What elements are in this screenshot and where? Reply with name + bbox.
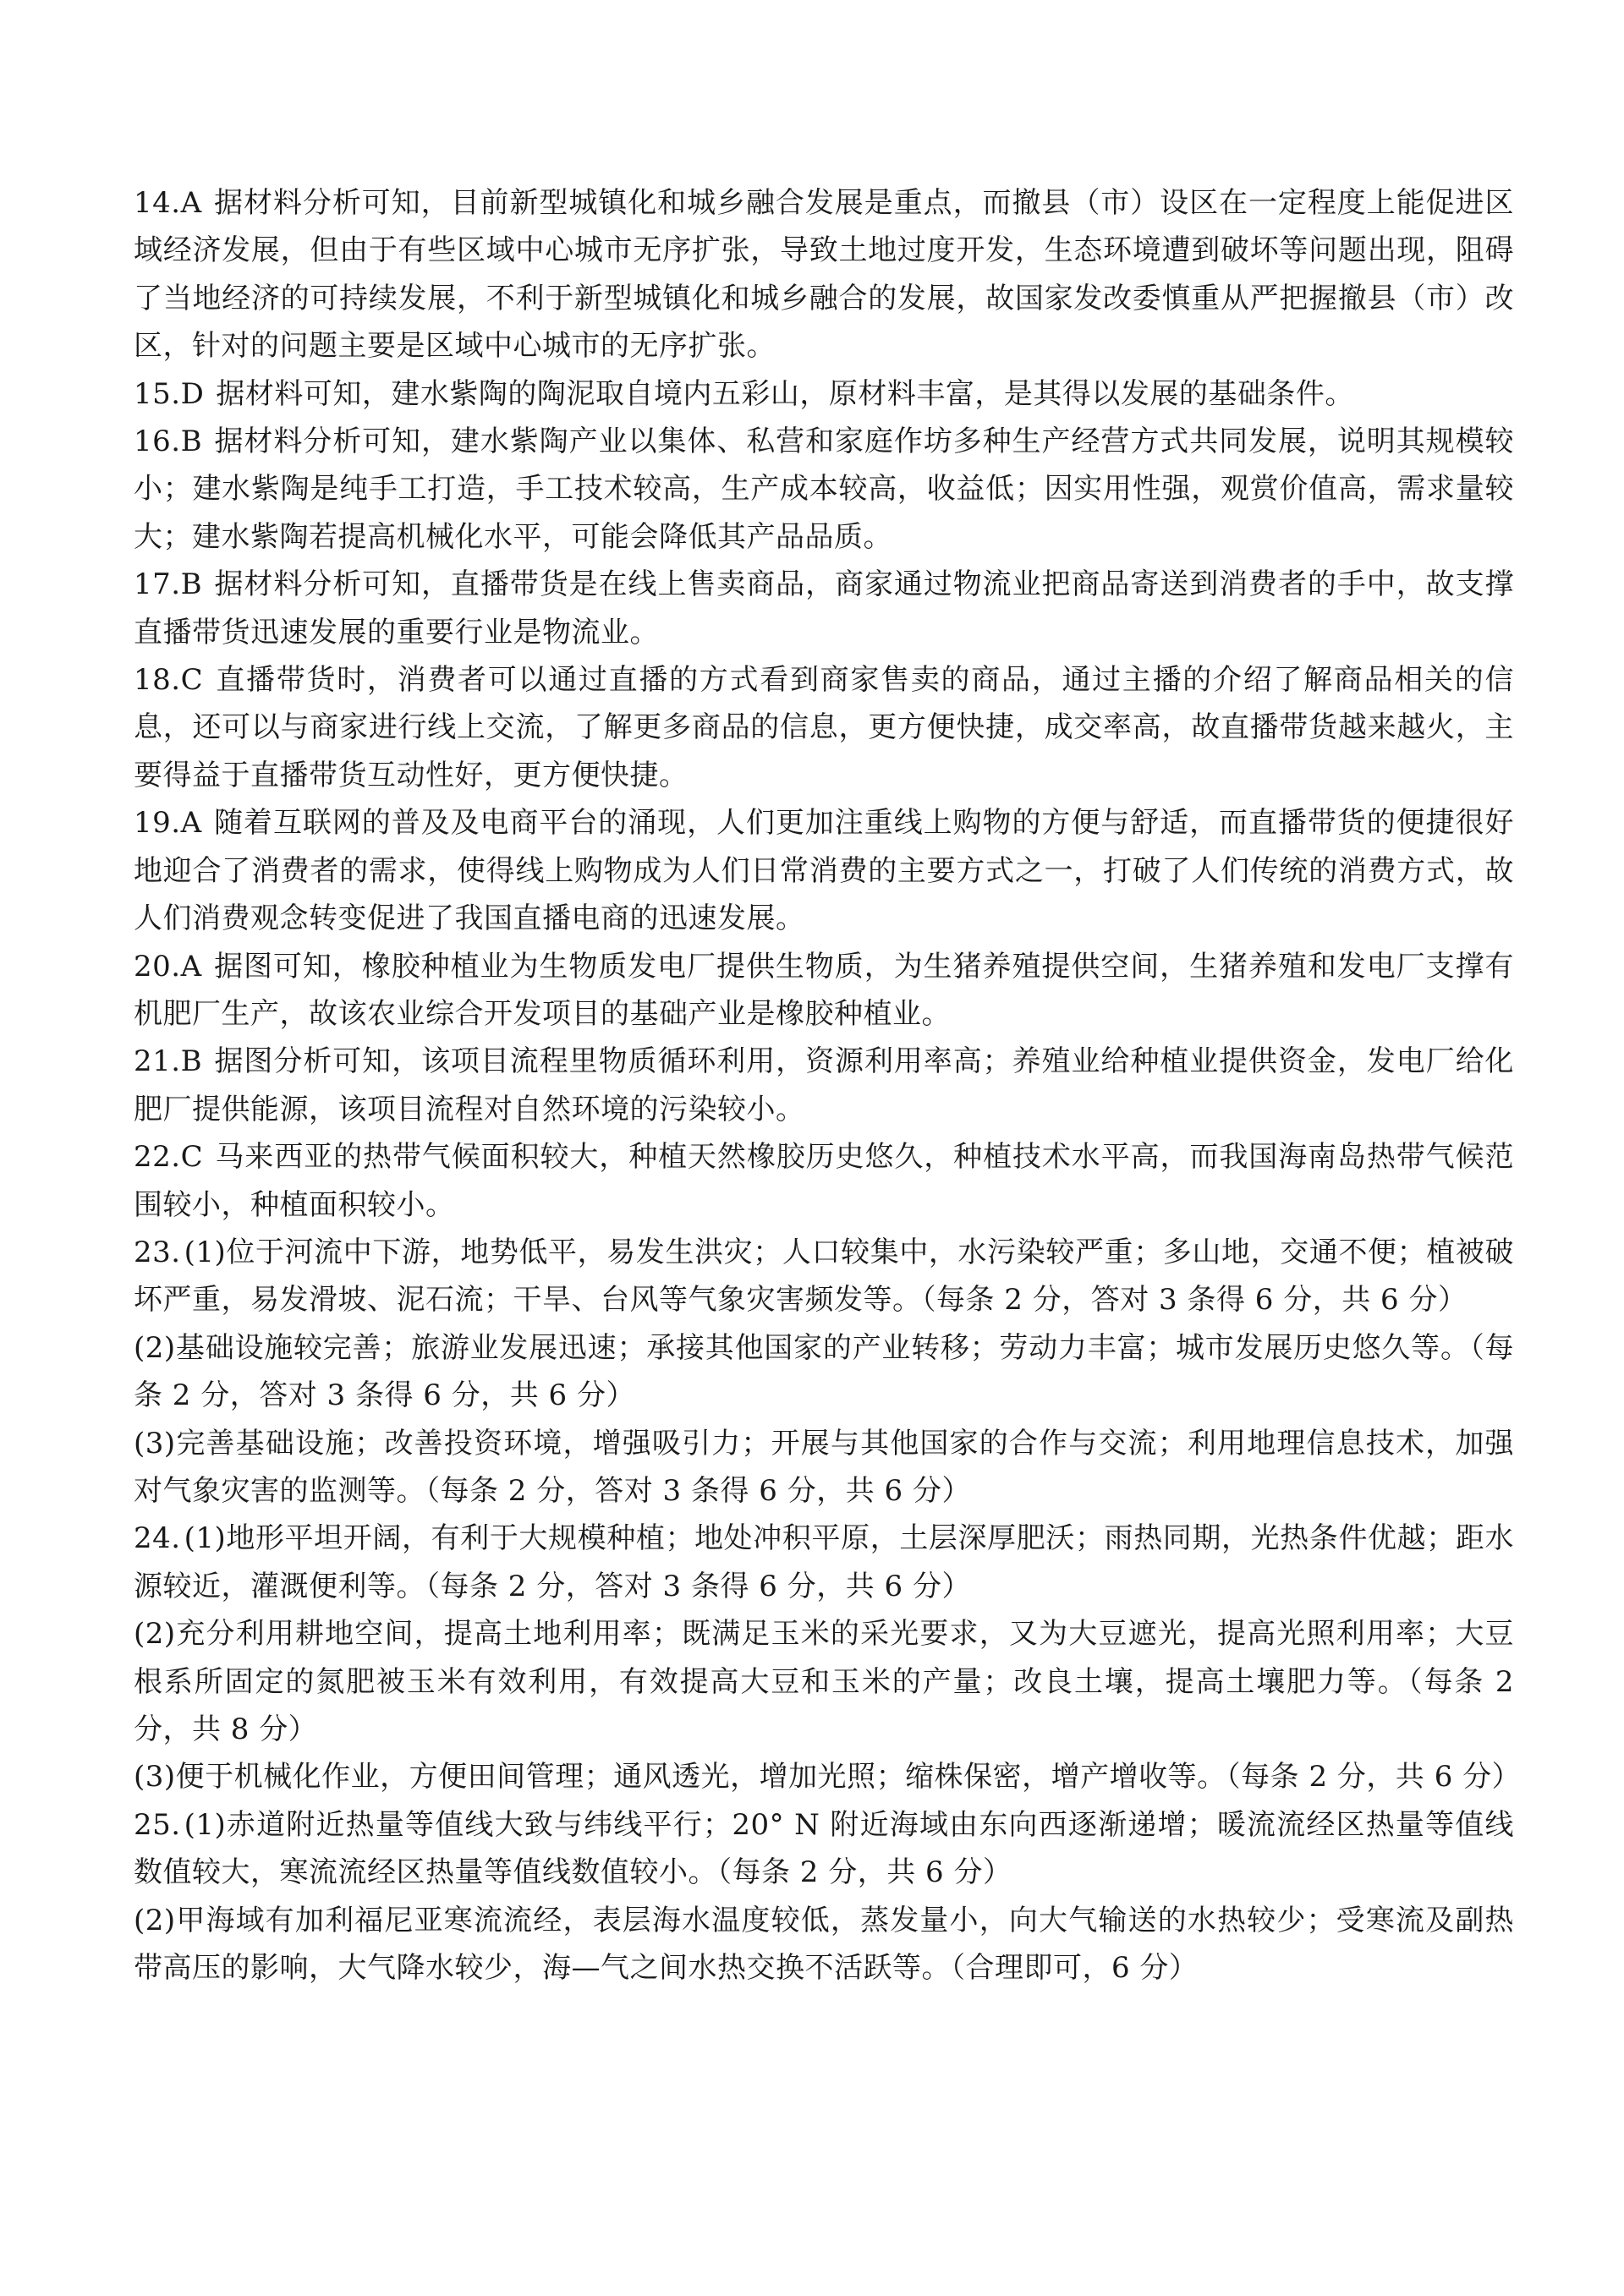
answer-number: 14.A: [134, 186, 202, 220]
answer-23-part-3: [134, 1420, 1514, 1515]
answer-18: [134, 656, 1514, 799]
answer-number: 18.C: [134, 663, 204, 698]
answer-24-part-2: [134, 1610, 1514, 1753]
answer-text: 据材料可知，建水紫陶的陶泥取自境内五彩山，原材料丰富，是其得以发展的基础条件。: [216, 376, 1354, 411]
answer-25-part-1: [134, 1801, 1514, 1897]
answer-text: 马来西亚的热带气候面积较大，种植天然橡胶历史悠久，种植技术水平高，而我国海南岛热带气候范围较小，种植面积较小。: [134, 1140, 1514, 1222]
answer-text-body: [134, 179, 1522, 1992]
answer-number: 23.: [134, 1235, 181, 1269]
answer-22: [134, 1133, 1514, 1229]
answer-19: [134, 799, 1514, 942]
answer-15: [134, 370, 1514, 418]
answer-text: 随着互联网的普及及电商平台的涌现，人们更加注重线上购物的方便与舒适，而直播带货的便捷很好地迎合了消费者的需求，使得线上购物成为人们日常消费的主要方式之一，打破了人们传统的消费方式，故人们消费观念转变促进了我国直播电商的迅速发展。: [134, 806, 1514, 936]
answer-25-part-2: [134, 1897, 1514, 1992]
answer-17: [134, 561, 1514, 656]
answer-number: 24.: [134, 1521, 181, 1556]
answer-16: [134, 418, 1514, 561]
answer-text: 据图分析可知，该项目流程里物质循环利用，资源利用率高；养殖业给种植业提供资金，发电厂给化肥厂提供能源，该项目流程对自然环境的污染较小。: [134, 1044, 1514, 1126]
answer-text: (1)位于河流中下游，地势低平，易发生洪灾；人口较集中，水污染较严重；多山地，交通不便；植被破坏严重，易发滑坡、泥石流；干旱、台风等气象灾害频发等。（每条 2 分，答对 3 条得 6 分，共 6 分）: [134, 1235, 1514, 1318]
answer-number: 17.B: [134, 567, 203, 602]
answer-number: 15.D: [134, 376, 205, 411]
answer-text: (2)基础设施较完善；旅游业发展迅速；承接其他国家的产业转移；劳动力丰富；城市发展历史悠久等。（每条 2 分，答对 3 条得 6 分，共 6 分）: [134, 1330, 1514, 1413]
answer-text: 据材料分析可知，建水紫陶产业以集体、私营和家庭作坊多种生产经营方式共同发展，说明其规模较小；建水紫陶是纯手工打造，手工技术较高，生产成本较高，收益低；因实用性强，观赏价值高，需求量较大；建水紫陶若提高机械化水平，可能会降低其产品品质。: [134, 425, 1514, 554]
answer-20: [134, 943, 1514, 1038]
answer-number: 20.A: [134, 949, 202, 984]
answer-number: 21.B: [134, 1044, 203, 1079]
answer-number: 25.: [134, 1807, 181, 1842]
answer-text: (1)赤道附近热量等值线大致与纬线平行；20° N 附近海域由东向西逐渐递增；暖流流经区热量等值线数值较大，寒流流经区热量等值线数值较小。（每条 2 分，共 6 分）: [134, 1807, 1514, 1890]
answer-23-part-1: [134, 1229, 1514, 1324]
answer-text: (3)完善基础设施；改善投资环境，增强吸引力；开展与其他国家的合作与交流；利用地理信息技术，加强对气象灾害的监测等。（每条 2 分，答对 3 条得 6 分，共 6 分）: [134, 1426, 1514, 1508]
answer-text: 据材料分析可知，直播带货是在线上售卖商品，商家通过物流业把商品寄送到消费者的手中，故支撑直播带货迅速发展的重要行业是物流业。: [134, 567, 1514, 649]
answer-14: [134, 179, 1514, 370]
answer-text: 据材料分析可知，目前新型城镇化和城乡融合发展是重点，而撤县（市）设区在一定程度上能促进区域经济发展，但由于有些区域中心城市无序扩张，导致土地过度开发，生态环境遭到破坏等问题出现，阻碍了当地经济的可持续发展，不利于新型城镇化和城乡融合的发展，故国家发改委慎重从严把握撤县（市）改区，针对的问题主要是区域中心城市的无序扩张。: [134, 186, 1514, 364]
answer-text: 据图可知，橡胶种植业为生物质发电厂提供生物质，为生猪养殖提供空间，生猪养殖和发电厂支撑有机肥厂生产，故该农业综合开发项目的基础产业是橡胶种植业。: [134, 949, 1514, 1031]
answer-21: [134, 1038, 1514, 1133]
answer-number: 16.B: [134, 425, 203, 459]
answer-text: (1)地形平坦开阔，有利于大规模种植；地处冲积平原，土层深厚肥沃；雨热同期，光热条件优越；距水源较近，灌溉便利等。（每条 2 分，答对 3 条得 6 分，共 6 分）: [134, 1521, 1514, 1603]
answer-24-part-1: [134, 1515, 1514, 1610]
answer-24-part-3: [134, 1753, 1522, 1800]
answer-text: (2)充分利用耕地空间，提高土地利用率；既满足玉米的采光要求，又为大豆遮光，提高光照利用率；大豆根系所固定的氮肥被玉米有效利用，有效提高大豆和玉米的产量；改良土壤，提高土壤肥力等。（每条 2 分，共 8 分）: [134, 1617, 1514, 1746]
answer-23-part-2: [134, 1324, 1514, 1420]
answer-text: 直播带货时，消费者可以通过直播的方式看到商家售卖的商品，通过主播的介绍了解商品相关的信息，还可以与商家进行线上交流，了解更多商品的信息，更方便快捷，成交率高，故直播带货越来越火，主要得益于直播带货互动性好，更方便快捷。: [134, 663, 1514, 792]
answer-number: 22.C: [134, 1140, 204, 1175]
answer-text: (3)便于机械化作业，方便田间管理；通风透光，增加光照；缩株保密，增产增收等。（每条 2 分，共 6 分）: [134, 1760, 1522, 1795]
answer-text: (2)甲海域有加利福尼亚寒流流经，表层海水温度较低，蒸发量小，向大气输送的水热较少；受寒流及副热带高压的影响，大气降水较少，海—气之间水热交换不活跃等。（合理即可，6 分）: [134, 1903, 1514, 1986]
answer-number: 19.A: [134, 806, 202, 841]
